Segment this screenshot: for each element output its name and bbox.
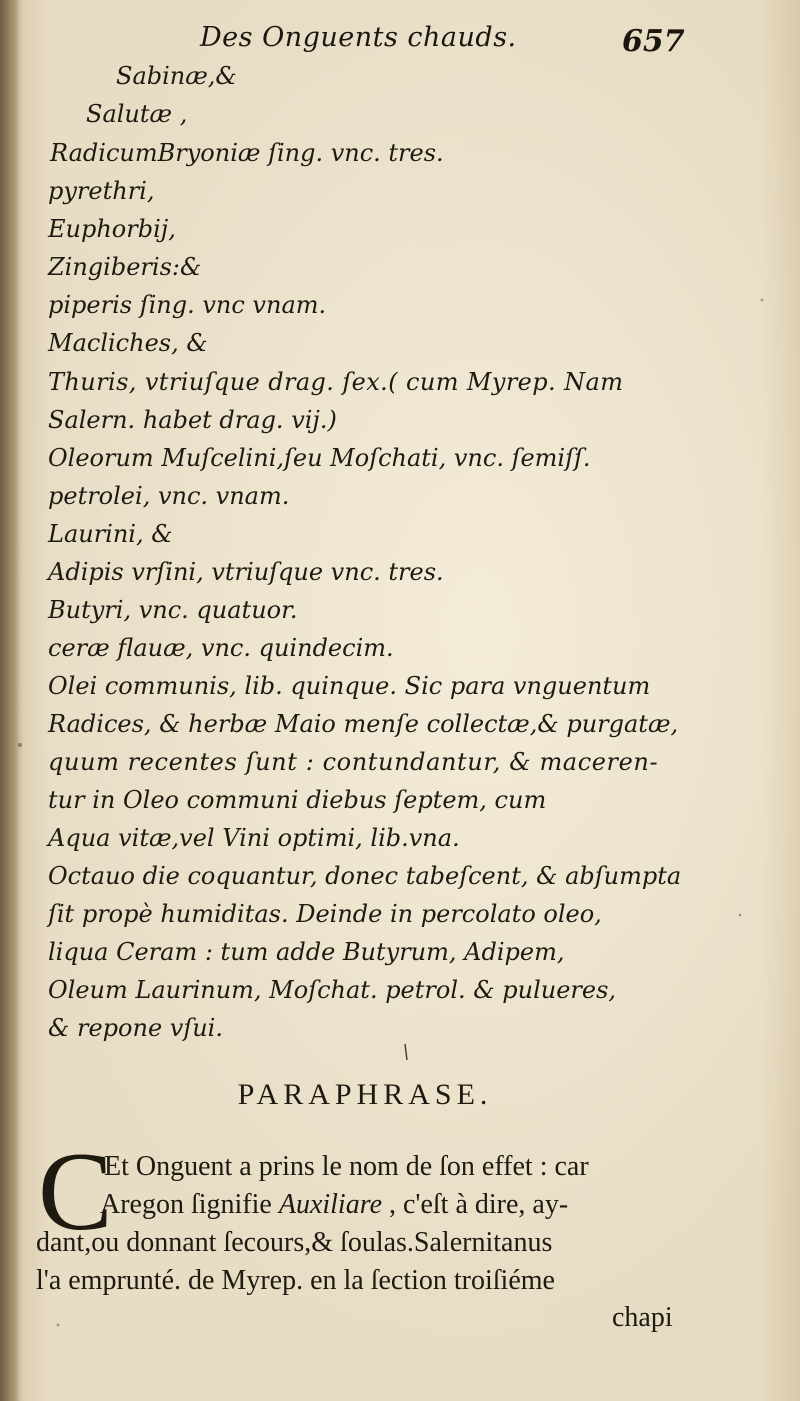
recipe-line: Olei communis, lib. quinque. Sic para vnguentum	[48, 672, 651, 700]
paraphrase-line: Et Onguent a prins le nom de ſon effet : car	[104, 1151, 589, 1182]
recipe-line: Salutæ ,	[86, 100, 188, 128]
recipe-line: Laurini, &	[48, 520, 173, 548]
recipe-line: & repone vſui.	[48, 1014, 223, 1042]
recipe-line: petrolei, vnc. vnam.	[48, 482, 290, 510]
paraphrase-line: l'a emprunté. de Myrep. en la ſection troiſiéme	[36, 1265, 555, 1296]
recipe-line: pyrethri,	[48, 177, 155, 205]
catchword: chapi	[612, 1302, 673, 1333]
recipe-line: Radices, & herbæ Maio menſe collectæ,& purgatæ,	[48, 710, 679, 738]
recipe-line: ceræ flauæ, vnc. quindecim.	[48, 634, 394, 662]
drop-cap: C	[38, 1130, 113, 1254]
recipe-line: piperis ſing. vnc vnam.	[48, 291, 327, 319]
recipe-line: quum recentes ſunt : contundantur, & maceren-	[48, 748, 659, 776]
recipe-line: liqua Ceram : tum adde Butyrum, Adipem,	[48, 938, 565, 966]
recipe-line: Macliches, &	[48, 329, 208, 357]
recipe-line: Sabinæ,&	[116, 62, 237, 90]
italic-term: Auxiliare	[278, 1189, 382, 1220]
paraphrase-text: , c'eſt à dire, ay-	[382, 1189, 569, 1220]
recipe-line: Octauo die coquantur, donec tabeſcent, & abſumpta	[48, 862, 682, 890]
page-number: 657	[622, 24, 685, 59]
recipe-line: Butyri, vnc. quatuor.	[48, 596, 298, 624]
recipe-line: ſit propè humiditas. Deinde in percolato oleo,	[48, 900, 602, 928]
recipe-line: Oleorum Muſcelini,ſeu Moſchati, vnc. ſemiſſ.	[48, 444, 591, 472]
recipe-line: Zingiberis:&	[48, 253, 202, 281]
recipe-line: Aqua vitæ,vel Vini optimi, lib.vna.	[48, 824, 460, 852]
recipe-line: Thuris, vtriuſque drag. ſex.( cum Myrep. Nam	[48, 368, 624, 396]
running-title: Des Onguents chauds.	[200, 22, 517, 53]
paraphrase-line: dant,ou donnant ſecours,& ſoulas.Salernitanus	[36, 1227, 553, 1258]
recipe-line: Salern. habet drag. vij.)	[48, 406, 337, 434]
recipe-line: Euphorbij,	[48, 215, 176, 243]
recipe-line: Adipis vrſini, vtriuſque vnc. tres.	[48, 558, 444, 586]
recipe-line: tur in Oleo communi diebus ſeptem, cum	[48, 786, 547, 814]
recipe-line: Oleum Laurinum, Moſchat. petrol. & pulueres,	[48, 976, 617, 1004]
section-title: PARAPHRASE.	[237, 1078, 493, 1111]
recipe-line: RadicumBryoniæ ſing. vnc. tres.	[50, 139, 444, 167]
paraphrase-text: Aregon ſignifie	[100, 1189, 279, 1220]
